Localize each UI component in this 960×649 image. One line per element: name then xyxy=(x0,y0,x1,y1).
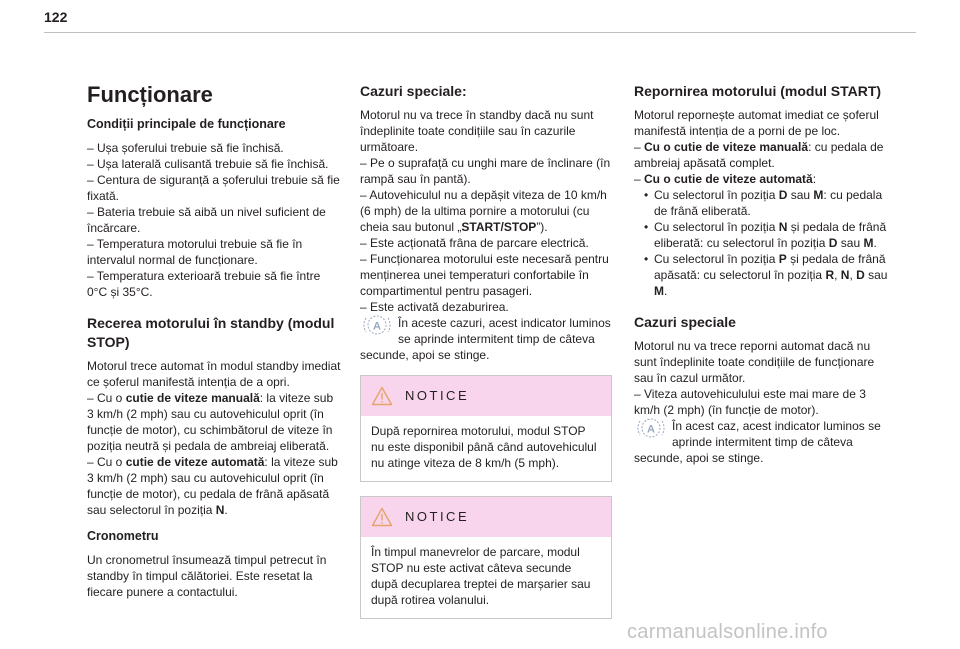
start-mode-manual xyxy=(634,139,888,171)
text-bold: R xyxy=(825,268,835,282)
condition-item: – Ușa laterală culisantă trebuie să fie închisă. xyxy=(87,157,329,171)
text-run: : xyxy=(812,172,817,186)
stop-mode-automatic xyxy=(87,454,341,518)
column-1 xyxy=(87,72,341,600)
start-mode-intro: Motorul repornește automat imediat ce șoferul manifestă intenția de a porni de pe loc. xyxy=(634,108,879,138)
automatic-bullet xyxy=(634,187,888,219)
notice-box-1 xyxy=(360,375,612,482)
text-bold: D xyxy=(856,268,865,282)
special-case-item: – Este activată dezaburirea. xyxy=(360,300,509,314)
automatic-bullet xyxy=(634,219,888,251)
column-2 xyxy=(360,82,614,619)
text-run: . xyxy=(873,236,877,250)
text-bold: P xyxy=(778,252,787,266)
section-heading-conditions: Condiții principale de funcționare xyxy=(87,117,286,131)
site-watermark: carmanualsonline.info xyxy=(627,621,828,643)
stop-mode-manual xyxy=(87,390,341,454)
indicator-text: În acest caz, acest indicator luminos se aprinde intermitent timp de câteva xyxy=(672,419,881,449)
text-bold: M xyxy=(654,284,664,298)
text-bold: cutie de viteze manuală xyxy=(125,391,260,405)
text-run: – Cu o xyxy=(87,455,126,469)
notice-title: NOTICE xyxy=(405,388,470,403)
text-run: Cu selectorul în poziția xyxy=(654,188,779,202)
text-run: . xyxy=(224,503,228,517)
text-run: – Cu o xyxy=(87,391,126,405)
special-case-item: – Pe o suprafață cu unghi mare de înclinare (în rampă sau în pantă). xyxy=(360,156,611,186)
text-run: și pedala de frână apăsată: cu selectorul în poziția xyxy=(654,252,886,282)
text-run: : la viteze sub 3 km/h (2 mph) sau cu autovehiculul oprit (în funcție de motor), cu schimbătorul de viteze în poziția neutră și pedala de ambreiaj eliberată. xyxy=(87,391,334,453)
column-3 xyxy=(634,82,888,466)
indicator-note-end: secunde, apoi se stinge. xyxy=(634,451,764,465)
notice-text: După repornirea motorului, modul STOP nu este disponibil până când autovehiculul nu atinge viteza de 8 km/h (5 mph). xyxy=(371,424,597,470)
text-bold: START/STOP xyxy=(461,220,537,234)
indicator-note xyxy=(634,418,888,450)
automatic-bullet xyxy=(634,251,888,299)
text-run: : cu pedala de ambreiaj apăsată complet. xyxy=(634,140,884,170)
timer-text: Un cronometrul însumează timpul petrecut în standby în timpul călătoriei. Este resetat la fiecare punere a contactului. xyxy=(87,553,327,599)
stop-mode-intro: Motorul trece automat în modul standby imediat ce șoferul manifestă intenția de a opri. xyxy=(87,359,341,389)
text-bold: D xyxy=(828,236,838,250)
condition-item: – Temperatura motorului trebuie să fie în intervalul normal de funcționare. xyxy=(87,237,303,267)
text-bold: M xyxy=(813,188,824,202)
notice-header xyxy=(361,497,611,537)
text-run: , xyxy=(834,268,841,282)
stop-start-indicator-icon xyxy=(634,415,668,441)
section-heading-special-cases-start: Cazuri speciale xyxy=(634,314,736,330)
condition-item: – Temperatura exterioară trebuie să fie între 0°C și 35°C. xyxy=(87,269,321,299)
text-bold: N xyxy=(215,503,225,517)
text-run: ”). xyxy=(536,220,548,234)
special-case-item: – Funcționarea motorului este necesară pentru menținerea unei temperaturi confortabile în compartimentul pentru pasageri. xyxy=(360,252,609,298)
condition-item: – Bateria trebuie să aibă un nivel suficient de încărcare. xyxy=(87,205,326,235)
header-divider xyxy=(44,32,916,33)
indicator-note xyxy=(360,315,614,347)
stop-start-indicator-icon xyxy=(360,312,394,338)
text-run: Cu selectorul în poziția xyxy=(654,252,779,266)
text-bold: Cu o cutie de viteze manuală xyxy=(644,140,809,154)
section-heading-stop-mode: Recerea motorului în standby (modul STOP) xyxy=(87,315,335,350)
condition-item: – Ușa șoferului trebuie să fie închisă. xyxy=(87,141,284,155)
text-run: sau xyxy=(864,268,888,282)
notice-title: NOTICE xyxy=(405,509,470,524)
section-heading-start-mode: Repornirea motorului (modul START) xyxy=(634,83,882,99)
text-bold: Cu o cutie de viteze automată xyxy=(644,172,813,186)
start-mode-automatic xyxy=(634,171,888,187)
section-heading-special-cases: Cazuri speciale: xyxy=(360,83,467,99)
page-number: 122 xyxy=(44,9,68,25)
special-case-item xyxy=(360,187,614,235)
text-bold: N xyxy=(778,220,788,234)
special-case-item: – Este acționată frâna de parcare electrică. xyxy=(360,236,589,250)
text-run: – xyxy=(634,172,645,186)
text-bold: N xyxy=(840,268,850,282)
text-run: : la viteze sub 3 km/h (2 mph) sau cu autovehiculul oprit (în funcție de motor), cu pedala de frână apăsată sau selectorul în poziția xyxy=(87,455,338,517)
special-cases-start-intro: Motorul nu va trece reporni automat dacă nu sunt îndeplinite toate condițiile de funcționare sau în cazul următor. xyxy=(634,339,875,385)
indicator-text: În aceste cazuri, acest indicator luminos se aprinde intermitent timp de câteva xyxy=(398,316,611,346)
text-run: , xyxy=(849,268,857,282)
warning-icon xyxy=(371,386,393,406)
notice-header xyxy=(361,376,611,416)
text-run: : cu pedala de frână eliberată. xyxy=(654,188,883,218)
page-title: Funcționare xyxy=(87,82,213,107)
text-run: – xyxy=(634,140,645,154)
text-run: . xyxy=(664,284,668,298)
text-bold: M xyxy=(863,236,874,250)
text-bold: cutie de viteze automată xyxy=(125,455,265,469)
warning-icon xyxy=(371,507,393,527)
svg-text:A: A xyxy=(373,320,381,333)
special-case-start-item: – Viteza autovehiculului este mai mare de 3 km/h (2 mph) (în funcție de motor). xyxy=(634,387,866,417)
indicator-note-end: secunde, apoi se stinge. xyxy=(360,348,490,362)
text-run: sau xyxy=(837,236,864,250)
section-heading-timer: Cronometru xyxy=(87,529,159,543)
notice-box-2 xyxy=(360,496,612,619)
svg-text:A: A xyxy=(647,423,655,436)
text-run: sau xyxy=(787,188,814,202)
condition-item: – Centura de siguranță a șoferului trebuie să fie fixată. xyxy=(87,173,340,203)
special-cases-intro: Motorul nu va trece în standby dacă nu sunt îndeplinite toate condițiile sau în cazurile următoare. xyxy=(360,108,594,154)
text-run: – Autovehiculul nu a depășit viteza de 10 km/h (6 mph) de la ultima pornire a motorului (cu cheia sau butonul „ xyxy=(360,188,607,234)
text-bold: D xyxy=(778,188,788,202)
text-run: și pedala de frână eliberată: cu selectorul în poziția xyxy=(654,220,887,250)
text-run: Cu selectorul în poziția xyxy=(654,220,779,234)
notice-text: În timpul manevrelor de parcare, modul STOP nu este activat câteva secunde după decuplarea treptei de marșarier sau după rotirea volanului. xyxy=(371,545,591,607)
